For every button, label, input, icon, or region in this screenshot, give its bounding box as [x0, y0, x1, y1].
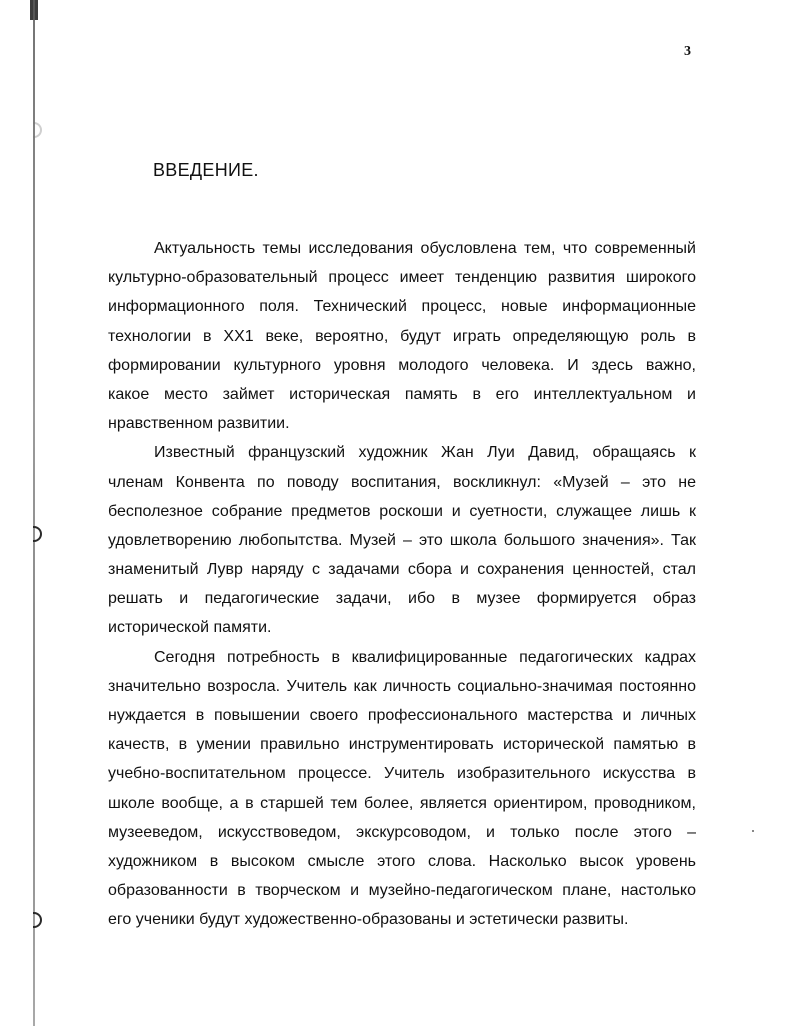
text-line: значительно возросла. Учитель как личность социально-значимая постоянно — [108, 677, 696, 695]
text-line: учебно-воспитательном процессе. Учитель изобразительного искусства в — [108, 765, 696, 783]
binding-hole-mark — [33, 912, 42, 928]
text-line: исторической памяти. — [108, 619, 272, 637]
scan-speck — [752, 830, 754, 832]
text-line: качеств, в умении правильно инструментировать исторической памятью в — [108, 736, 696, 754]
text-line: технологии в XX1 веке, вероятно, будут играть определяющую роль в — [108, 327, 696, 345]
binding-hole-mark — [33, 122, 42, 138]
text-line: решать и педагогические задачи, ибо в музее формируется образ — [108, 590, 696, 608]
text-line: его ученики будут художественно-образованы и эстетически развиты. — [108, 911, 629, 929]
text-line: художником в высоком смысле этого слова. Насколько высок уровень — [108, 852, 696, 870]
text-line: нуждается в повышении своего профессионального мастерства и личных — [108, 707, 696, 724]
text-line: образованности в творческом и музейно-педагогическом плане, настолько — [108, 882, 696, 900]
text-line: формировании культурного уровня молодого человека. И здесь важно, — [108, 356, 696, 374]
text-line: культурно-образовательный процесс имеет тенденцию развития широкого — [108, 269, 696, 287]
section-heading: ВВЕДЕНИЕ. — [153, 160, 259, 180]
text-line: Известный французский художник Жан Луи Давид, обращаясь к — [154, 444, 696, 462]
page-number: 3 — [684, 44, 691, 59]
text-line: членам Конвента по поводу воспитания, воскликнул: «Музей – это не — [108, 473, 696, 491]
text-line: Сегодня потребность в квалифицированные педагогических кадрах — [154, 648, 696, 666]
text-line: школе вообще, а в старшей тем более, является ориентиром, проводником, — [108, 794, 696, 812]
text-line: музееведом, искусствоведом, экскурсоводом, и только после этого – — [108, 823, 696, 841]
binding-hole-mark — [33, 526, 42, 542]
text-line: знаменитый Лувр наряду с задачами сбора и сохранения ценностей, стал — [108, 561, 696, 579]
text-line: информационного поля. Технический процесс, новые информационные — [108, 298, 696, 316]
text-line: Актуальность темы исследования обусловлена тем, что современный — [154, 240, 696, 257]
body-text — [108, 234, 696, 935]
binding-edge — [33, 0, 35, 1026]
text-line: какое место займет историческая память в его интеллектуальном и — [108, 385, 696, 403]
text-line: бесполезное собрание предметов роскоши и суетности, служащее лишь к — [108, 502, 696, 520]
text-line: удовлетворению любопытства. Музей – это школа большого значения». Так — [108, 531, 696, 549]
text-line: нравственном развитии. — [108, 415, 290, 433]
